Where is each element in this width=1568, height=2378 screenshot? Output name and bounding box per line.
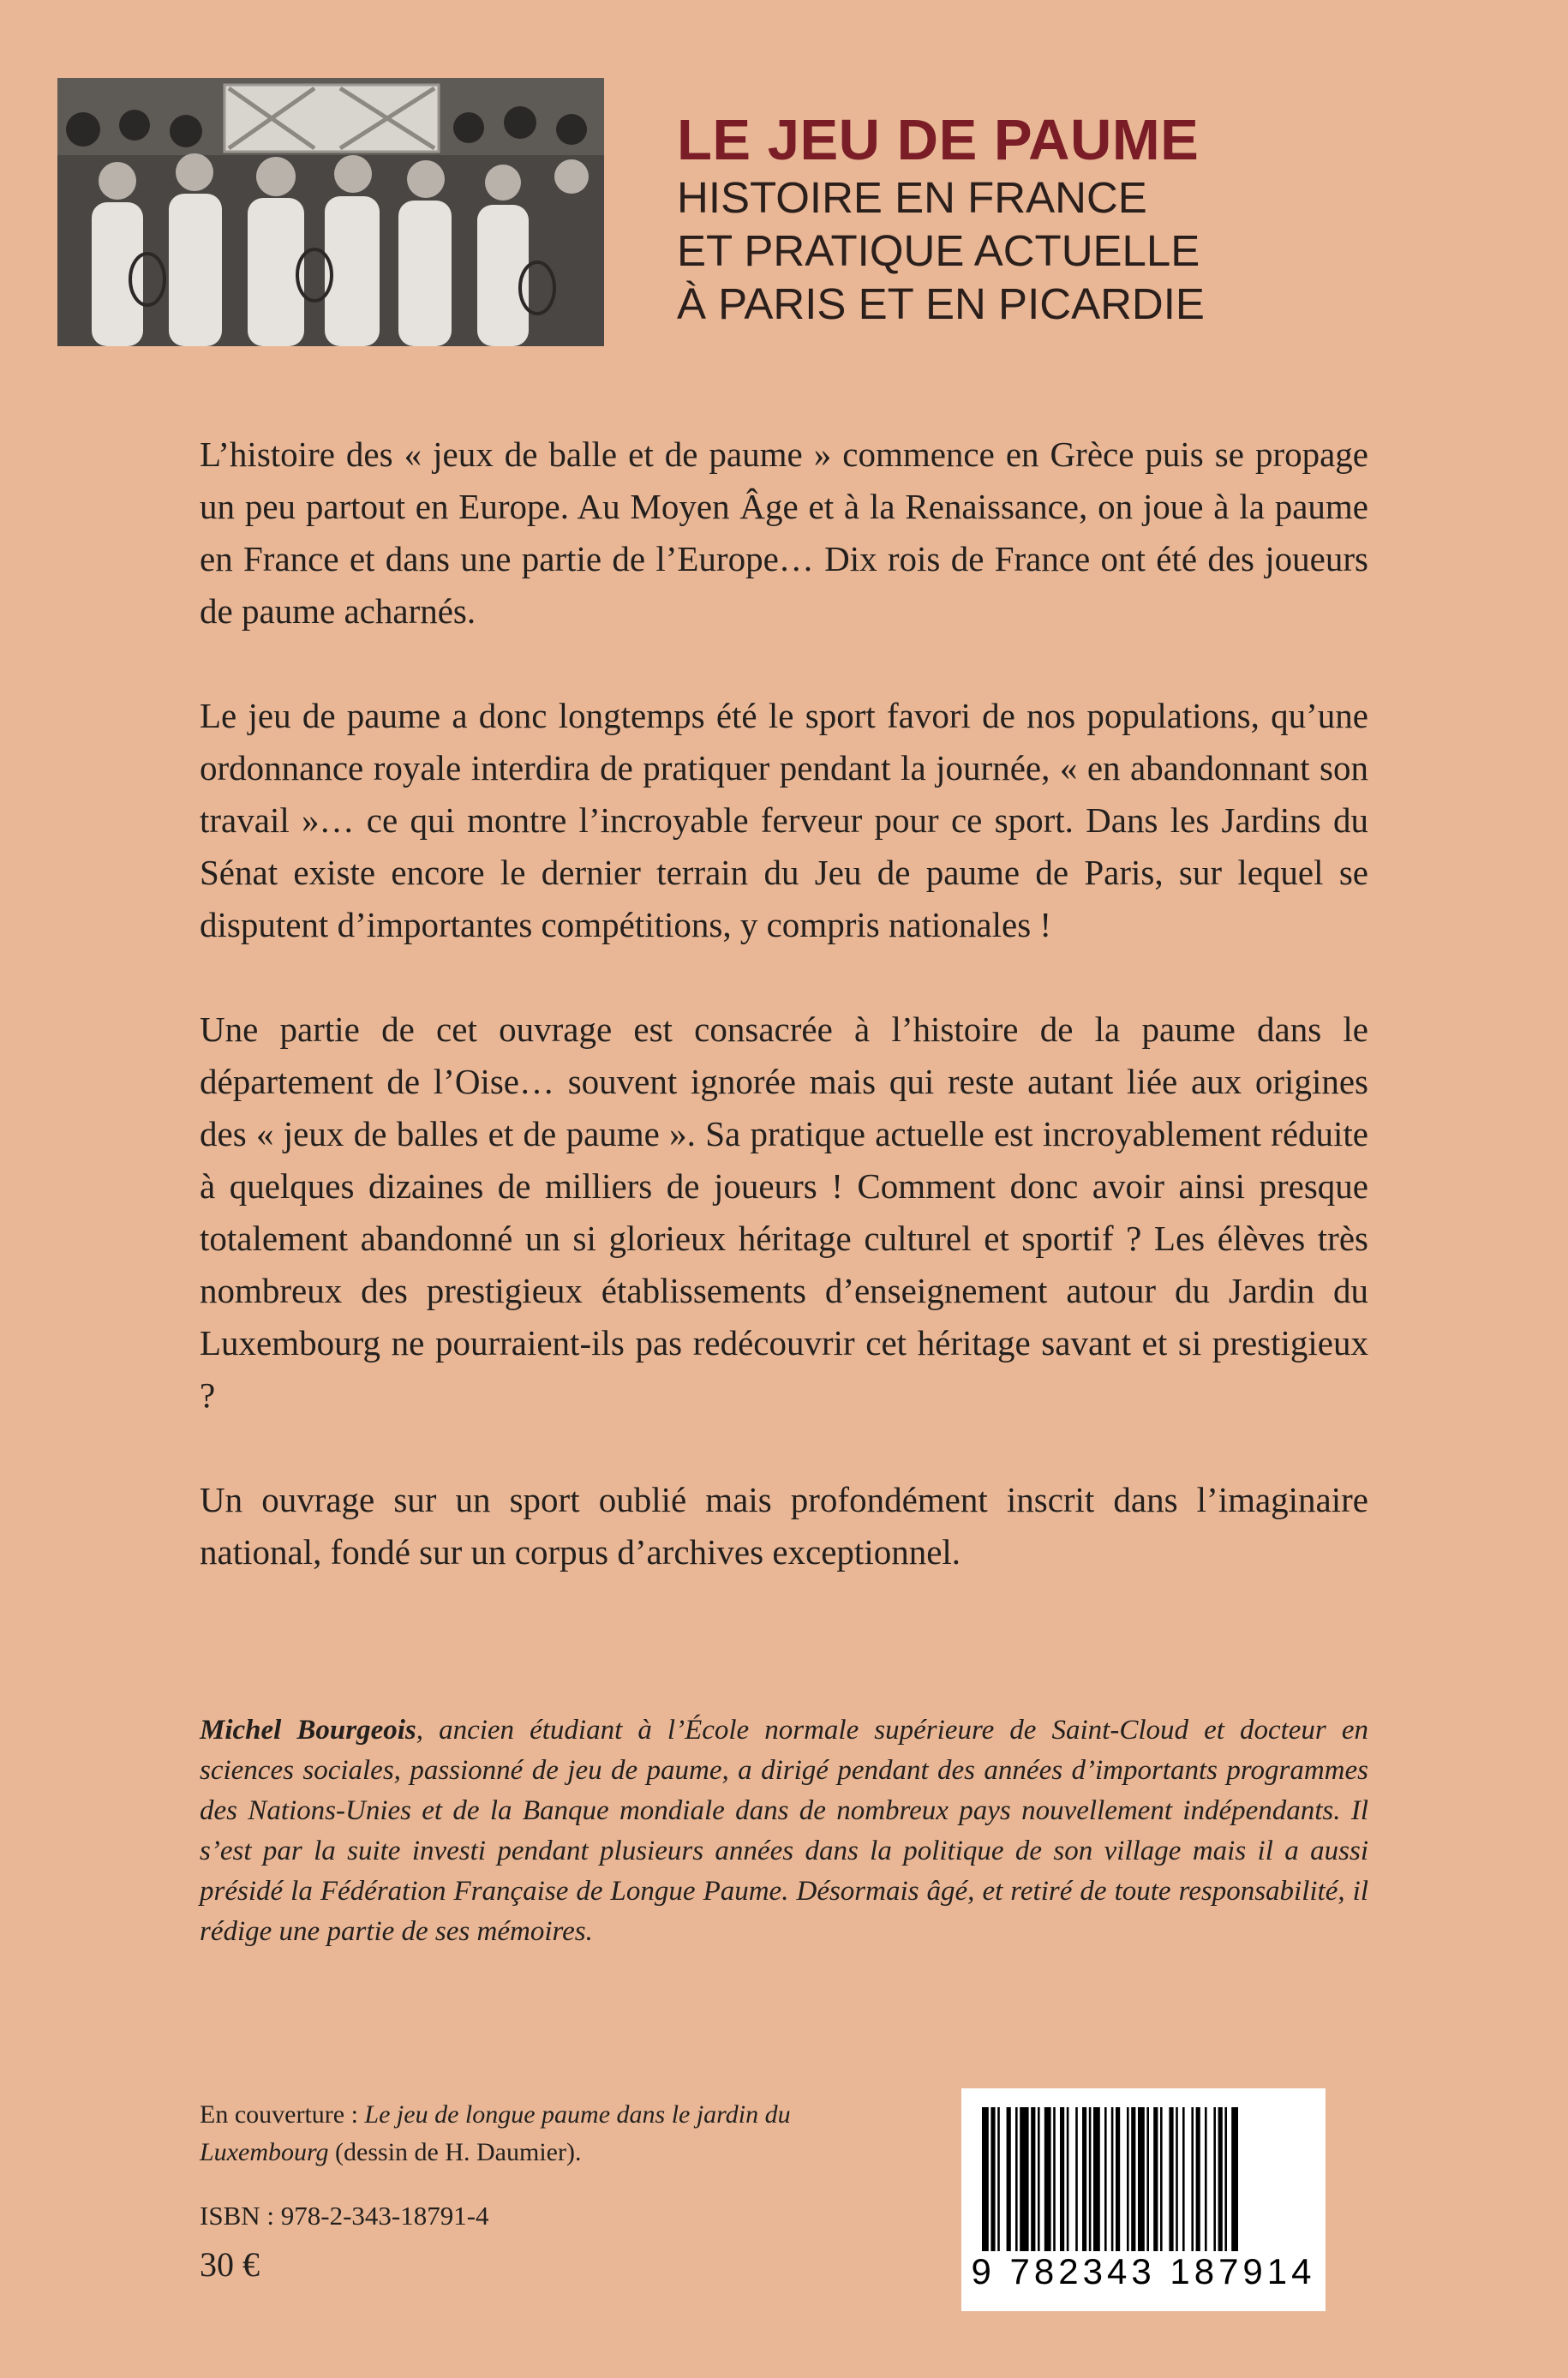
barcode-bar [982, 2107, 989, 2251]
barcode-bar [1231, 2107, 1238, 2251]
cover-credit-work: Le jeu de longue paume dans le jardin du Luxembourg [200, 2100, 791, 2166]
barcode-bar [1060, 2107, 1064, 2251]
barcode-bar [990, 2107, 995, 2251]
barcode-bar [1160, 2107, 1163, 2251]
blurb-paragraph-3: Une partie de cet ouvrage est consacrée à l’histoire de la paume dans le département de l’Oise… souvent ignorée mais qui reste autant liée aux origines des « jeux de balles et de paume ». Sa pratique actuelle est incroyablement réduite à quelques dizaines de milliers de joueurs ! Comment donc avoir ainsi presque totalement abandonné un si glorieux héritage culturel et sportif ? Les élèves très nombreux des prestigieux établissements d’enseignement autour du Jardin du Luxembourg ne pourraient-ils pas redécouvrir cet héritage savant et si prestigieux ? [200, 1009, 1368, 1415]
barcode-bar [1138, 2107, 1145, 2251]
barcode-bar [1038, 2107, 1040, 2251]
barcode-bar [1075, 2107, 1078, 2251]
cover-credit-suffix: (dessin de H. Daumier). [328, 2138, 582, 2166]
subtitle-line-3: À PARIS ET EN PICARDIE [677, 279, 1205, 328]
blurb-paragraph-1: L’histoire des « jeux de balle et de paume » commence en Grèce puis se propage un peu partout en Europe. Au Moyen Âge et à la Renaissance, on joue à la paume en France et dans une partie de l’Europe… Dix rois de France ont été des joueurs de paume acharnés. [200, 434, 1368, 631]
barcode-bar [1031, 2107, 1035, 2251]
barcode-bar [1205, 2107, 1207, 2251]
barcode [961, 2088, 1326, 2311]
team-photo-illustration [57, 78, 604, 346]
barcode-bar [1153, 2107, 1158, 2251]
barcode-bar [1020, 2107, 1028, 2251]
barcode-bar [1093, 2107, 1100, 2251]
barcode-bar [1053, 2107, 1056, 2251]
barcode-bar [1191, 2107, 1194, 2251]
cover-credit [200, 2096, 799, 2171]
barcode-bar [1089, 2107, 1092, 2251]
barcode-bar [1127, 2107, 1129, 2251]
barcode-bar [1104, 2107, 1107, 2251]
barcode-digits: 9 782343 187914 [971, 2251, 1316, 2291]
author-name: Michel Bourgeois [200, 1715, 416, 1746]
price: 30 € [200, 2245, 260, 2284]
barcode-bar [1213, 2107, 1216, 2251]
barcode-bar [1116, 2107, 1120, 2251]
barcode-bar [1218, 2107, 1223, 2251]
barcode-bar [1224, 2107, 1227, 2251]
barcode-bars [980, 2107, 1307, 2251]
author-bio-text: , ancien étudiant à l’École normale supérieure de Saint-Cloud et docteur en sciences sociales, passionné de jeu de paume, a dirigé pendant des années d’importants programmes des Nations-Unies et de la Banque mondiale dans de nombreux pays nouvellement indépendants. Il s’est par la suite investi pendant plusieurs années dans la politique de son village mais il a aussi présidé la Fédération Française de Longue Paume. Désormais âgé, et retiré de toute responsabilité, il rédige une partie de ses mémoires. [200, 1715, 1368, 1947]
barcode-bar [1082, 2107, 1086, 2251]
blurb-paragraph-4: Un ouvrage sur un sport oublié mais profondément inscrit dans l’imaginaire national, fondé sur un corpus d’archives exceptionnel. [200, 1480, 1368, 1572]
barcode-bar [1176, 2107, 1178, 2251]
blurb-paragraph-2: Le jeu de paume a donc longtemps été le sport favori de nos populations, qu’une ordonnance royale interdira de pratiquer pendant la journée, « en abandonnant son travail »… ce qui montre l’incroyable ferveur pour ce sport. Dans les Jardins du Sénat existe encore le dernier terrain du Jeu de paume de Paris, sur lequel se disputent d’importantes compétitions, y compris nationales ! [200, 696, 1368, 944]
barcode-bar [1044, 2107, 1051, 2251]
barcode-bar [1146, 2107, 1149, 2251]
book-title: LE JEU DE PAUME [677, 108, 1200, 172]
barcode-bar [1182, 2107, 1185, 2251]
subtitle-line-1: HISTOIRE EN FRANCE [677, 173, 1147, 222]
barcode-bar [1111, 2107, 1114, 2251]
barcode-bar [997, 2107, 1000, 2251]
author-bio [200, 1710, 1368, 1952]
barcode-bar [1169, 2107, 1173, 2251]
cover-credit-prefix: En couverture : [200, 2100, 365, 2129]
subtitle-line-2: ET PRATIQUE ACTUELLE [677, 226, 1200, 275]
barcode-bar [1131, 2107, 1135, 2251]
barcode-bar [1196, 2107, 1200, 2251]
barcode-bar [1067, 2107, 1069, 2251]
isbn: ISBN : 978-2-343-18791-4 [200, 2201, 489, 2231]
cover-photo [57, 78, 604, 346]
barcode-bar [1007, 2107, 1011, 2251]
title-block [677, 110, 1534, 331]
barcode-bar [1015, 2107, 1018, 2251]
blurb [200, 428, 1368, 1631]
